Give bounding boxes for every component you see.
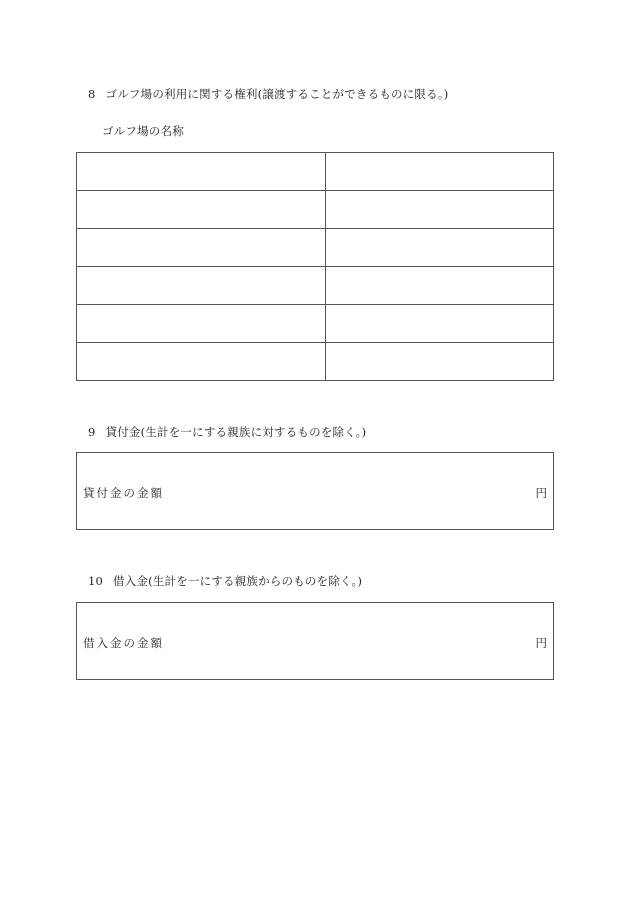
golf-course-name-cell[interactable]: [77, 267, 326, 305]
section-10-title: 借入金(生計を一にする親族からのものを除く。): [113, 574, 363, 588]
section-9-number: 9: [88, 425, 96, 439]
golf-course-name-cell[interactable]: [77, 229, 326, 267]
golf-course-detail-cell[interactable]: [326, 229, 554, 267]
golf-course-detail-cell[interactable]: [326, 191, 554, 229]
table-row: [77, 343, 554, 381]
golf-course-name-cell[interactable]: [77, 153, 326, 191]
golf-course-name-cell[interactable]: [77, 343, 326, 381]
table-row: [77, 153, 554, 191]
table-row: [77, 267, 554, 305]
golf-course-name-cell[interactable]: [77, 305, 326, 343]
section-8-heading: [88, 86, 448, 102]
golf-course-table: [76, 152, 554, 381]
loan-receivable-amount-label: 貸付金の金額: [83, 486, 164, 500]
section-8-title: ゴルフ場の利用に関する権利(譲渡することができるものに限る。): [105, 87, 449, 101]
section-8-number: 8: [88, 87, 96, 101]
section-9-heading: [88, 424, 366, 440]
loan-receivable-amount-field[interactable]: [76, 452, 554, 530]
golf-course-detail-cell[interactable]: [326, 153, 554, 191]
borrowing-amount-field[interactable]: [76, 602, 554, 680]
borrowing-amount-label: 借入金の金額: [83, 636, 164, 650]
section-9-title: 貸付金(生計を一にする親族に対するものを除く。): [105, 425, 367, 439]
golf-course-name-cell[interactable]: [77, 191, 326, 229]
golf-course-name-label: ゴルフ場の名称: [102, 124, 184, 138]
golf-course-detail-cell[interactable]: [326, 305, 554, 343]
yen-unit: 円: [535, 636, 547, 650]
yen-unit: 円: [535, 486, 547, 500]
table-row: [77, 191, 554, 229]
golf-course-detail-cell[interactable]: [326, 343, 554, 381]
table-row: [77, 229, 554, 267]
section-10-heading: [88, 573, 362, 589]
section-10-number: 10: [88, 574, 104, 588]
golf-course-detail-cell[interactable]: [326, 267, 554, 305]
table-row: [77, 305, 554, 343]
